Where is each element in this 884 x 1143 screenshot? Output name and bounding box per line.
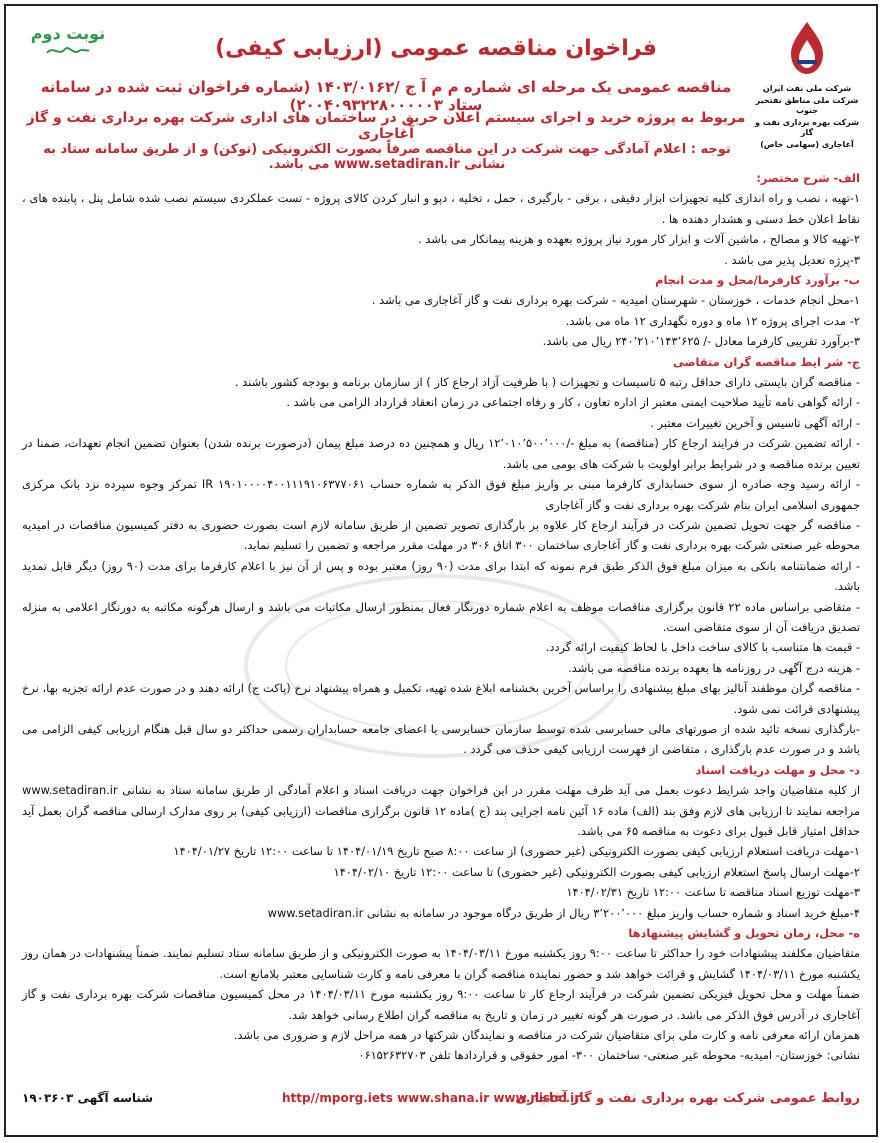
- page-title: فراخوان مناقصه عمومی (ارزیابی کیفی): [215, 36, 657, 61]
- list-item: - ارائه تضمین شرکت در فرایند ارجاع کار (مناقصه) به مبلغ -/۱۲٬۰۱۰٬۵۰۰٬۰۰۰ ریال و همچنین ده درصد مبلغ پیمان (درصورت برنده شدن) بعنوان تضمین انجام تعهدات، ضمنا در تعیین برنده مناقصه و در شرایط برابر اولویت با شرکت های بومی می باشد.: [22, 436, 860, 471]
- section-a-heading: الف- شرح مختصر:: [756, 171, 860, 185]
- advertisement-frame: [4, 4, 878, 1137]
- list-item: ۳-برآورد تقریبی کارفرما معادل -/ ۲۴۰٬۲۱۰٬۱۴۳٬۶۲۵ ریال می باشد.: [542, 334, 860, 349]
- company-logo: [752, 18, 862, 150]
- ad-identifier: شناسه آگهی ۱۹۰۳۶۰۳: [22, 1091, 154, 1105]
- public-relations-label: روابط عمومی شرکت بهره برداری نفت و گاز آغاجاری: [515, 1091, 860, 1106]
- paragraph: همزمان ارائه معرفی نامه و کارت ملی برای متقاضیان شرکت در مناقصه و نمایندگان شرکتها در همه مراحل لازم و ضروری می باشد.: [233, 1028, 860, 1043]
- list-item: - هزینه درج آگهی در روزنامه ها بعهده برنده مناقصه می باشد.: [568, 660, 860, 675]
- list-item: - ارائه رسید وجه صادره از سوی حسابداری کارفرما مبنی بر واریز مبلغ فوق الذکر به شماره حساب IR ۱۹۰۱۰۰۰۰۴۰۰۱۱۱۹۱۰۶۳۷۷۰۶۱ تمرکز وجوه سپرده نزد بانک مرکزی جمهوری اسلامی ایران بنام شرکت بهره برداری نفت و گاز آغاجاری: [22, 477, 860, 512]
- logo-line-4: آغاجاری (سهامی خاص): [760, 140, 854, 149]
- logo-line-2: شرکت ملی مناطق نفتخیز جنوب: [755, 96, 859, 115]
- signature-icon: [43, 43, 93, 59]
- section-b-heading: ب- برآورد کارفرما/محل و مدت انجام: [655, 273, 860, 288]
- section-e-heading: ه- محل، زمان تحویل و گشایش پیشنهادها: [628, 926, 860, 941]
- section-d-heading: د- محل و مهلت دریافت اسناد: [695, 762, 860, 777]
- list-item: ۲- مدت اجرای پروژه ۱۲ ماه و دوره نگهداری ۱۲ ماه می باشد.: [565, 313, 860, 328]
- project-description: مربوط به پروژه خرید و اجرای سیستم اعلان حریق در ساختمان های اداری شرکت بهره برداری نفت و گاز آغاجاری: [26, 110, 746, 142]
- list-item: - متقاضی براساس ماده ۲۲ قانون برگزاری مناقصات موظف به اعلام شماره دورنگار فعال بمنظور ارسال مکاتبات می باشد و ارسال هرگونه مکاتبه به دورنگار اعلامی به منزله تصدیق دریافت آن از سوی متقاضی است.: [22, 599, 860, 634]
- list-item: ۲-تهیه کالا و مصالح ، ماشین آلات و ابزار کار مورد نیاز پروژه بعهده و هزینه پیمانکار می باشد .: [417, 232, 860, 247]
- list-item: - ارائه ضمانتنامه بانکی به میزان مبلغ فوق الذکر طبق فرم نمونه که ابتدا برای مدت (۹۰ روز) معتبر بوده و پس از آن نیز با اعلام کارفرما برای مدت (۹۰ روز) دیگر قابل تمدید باشد.: [22, 558, 861, 594]
- paragraph: ضمناً مهلت و محل تحویل فیزیکی تضمین شرکت در فرآیند ارجاع کار تا ساعت ۹:۰۰ روز یکشنبه مورخ ۱۴۰۴/۰۳/۱۱ در محل کمیسیون مناقصات شرکت بهره برداری نفت و گاز آغاجاری در آدرس فوق الذکر می باشد. در صورت هر گونه تغییر در زمان و تاریخ به مناقصه گران اطلاع رسانی خواهد شد.: [22, 987, 860, 1022]
- flame-logo-icon: [777, 18, 837, 78]
- section-c-heading: ج- شر ایط مناقصه گران متقاضی: [672, 354, 860, 369]
- list-item: - قیمت ها متناسب با کالای ساخت داخل با لحاظ کیفیت ارائه گردد.: [545, 640, 860, 655]
- list-item: ۱-محل انجام خدمات ، خوزستان - شهرستان امیدیه - شرکت بهره برداری نفت و گاز آغاجاری می باشد .: [371, 293, 860, 308]
- notice-line: توجه : اعلام آمادگی جهت شرکت در این مناقصه صرفاً بصورت الکترونیکی (توکن) و از طریق سامانه ستاد به نشانی www.setadiran.ir می باشد.: [43, 142, 731, 172]
- logo-line-3: شرکت بهره برداری نفت و گاز: [754, 118, 860, 137]
- badge-label: نوبت دوم: [30, 24, 106, 43]
- list-item: ۲-مهلت ارسال پاسخ استعلام ارزیابی کیفی بصورت الکترونیکی (غیر حضوری) تا ساعت ۱۲:۰۰ تاریخ ۱۴۰۴/۰۲/۱۰: [333, 864, 860, 879]
- header: [6, 6, 876, 176]
- address-line: نشانی: خوزستان- امیدیه- محوطه غیر صنعتی- ساختمان ۳۰۰- امور حقوقی و قراردادها تلفن ۰۶۱۵۲۶۳۲۷۰۳: [358, 1048, 860, 1063]
- list-item: ۱-مهلت دریافت استعلام ارزیابی کیفی بصورت الکترونیکی (غیر حضوری) از ساعت ۸:۰۰ صبح تاریخ ۱۴۰۴/۰۱/۱۹ تا ساعت ۱۲:۰۰ تاریخ ۱۴۰۴/۰۱/۲۷: [173, 844, 860, 859]
- tender-number: مناقصه عمومی یک مرحله ای شماره م م آ ج /۱۴۰۳/۰۱۶۲ (شماره فراخوان ثبت شده در سامانه ستاد ۲۰۰۴۰۹۳۲۲۸۰۰۰۰۰۳): [40, 78, 732, 114]
- footer: [22, 1091, 860, 1115]
- list-item: - ارائه گواهی نامه تأیید صلاحیت ایمنی معتبر از اداره تعاون ، کار و رفاه اجتماعی در زمان انعقاد قرارداد الزامی می باشد .: [286, 395, 860, 410]
- list-item: ۳-پرژه تعدیل پذیر می باشد .: [724, 252, 860, 267]
- list-item: - مناقصه گران موظفند آنالیز بهای مبلغ پیشنهادی را براساس آخرین بخشنامه ابلاغ شده تهیه، تکمیل و همراه پیشنهاد نرخ (پاکت ج) ارائه دهند و در صورت عدم ارائه تجزیه بها، نرخ پیشنهادی قرائت نمی شود.: [22, 681, 860, 716]
- list-item: - مناقصه گر جهت تحویل تضمین شرکت در فرآیند ارجاع کار علاوه بر بارگذاری تصویر تضمین از طریق سامانه لازم است بصورت حضوری به دفتر کمیسیون مناقصات در امیدیه محوطه غیر صنعتی شرکت بهره برداری نفت و گاز آغاجاری ساختمان ۳۰۰ اتاق ۳۰۶ در مهلت مقرر مراجعه و تضمین را تسلیم نماید.: [22, 517, 860, 553]
- paragraph: متقاضیان مکلفند پیشنهادات خود را حداکثر تا ساعت ۹:۰۰ روز یکشنبه مورخ ۱۴۰۴/۰۳/۱۱ به صورت الکترونیکی و از طریق سامانه ستاد تسلیم نمایند. ضمناً پیشنهادات در همان روز یکشنبه مورخ ۱۴۰۴/۰۳/۱۱ گشایش و قرائت خواهد شد و حضور نماینده مناقصه گران با معرفی نامه و کارت شناسایی معتبر بلامانع است.: [22, 946, 860, 981]
- paragraph: از کلیه متقاضیان واجد شرایط دعوت بعمل می آید ظرف مهلت مقرر در این فراخوان جهت دریافت اسناد و اعلام آمادگی از طریق سامانه ستاد به نشانی www.setadiran.ir مراجعه نمایند تا ارزیابی های لازم وفق بند (الف) ماده ۱۶ آئین نامه اجرایی بند (ج )ماده ۱۲ قانون برگزاری مناقصات (ارزیابی کیفی) بر روی مدارک ارسالی مناقصه گران بعمل آید حداقل امتیاز قابل قبول برای دعوت به مناقصه ۶۵ می باشد.: [22, 783, 860, 838]
- list-item: - ارائه آگهی تاسیس و آخرین تغییرات معتبر .: [650, 415, 860, 430]
- body-text: [22, 168, 860, 1066]
- list-item: ۴-مبلغ خرید اسناد و شماره حساب واریز مبلغ ۳٬۲۰۰٬۰۰۰ ریال از طریق درگاه موجود در سامانه به نشانی www.setadiran.ir: [267, 905, 860, 920]
- website-links[interactable]: http//mporg.iets www.shana.ir www.nisoc.ir: [282, 1091, 581, 1105]
- list-item: -بارگذاری نسخه تائید شده از صورتهای مالی حسابرسی شده توسط سازمان حسابرسی یا اعضای جامعه حسابداران رسمی حداکثر دو سال قبل هنگام ارزیابی کیفی الزامی می باشد و در صورت عدم بارگذاری ، متقاضی از فهرست ارزیابی کیفی حذف می گردد .: [22, 721, 860, 757]
- logo-line-1: شرکت ملی نفت ایران: [762, 84, 852, 93]
- second-round-badge: [28, 24, 108, 63]
- list-item: - مناقصه گران بایستی دارای حداقل رتبه ۵ تاسیسات و تجهیزات ( با ظرفیت آزاد ارجاع کار ) از سازمان برنامه و بودجه کشور باشند .: [234, 375, 860, 390]
- list-item: ۱-تهیه ، نصب و راه اندازی کلیه تجهیزات ابزار دقیقی ، برقی - بارگیری ، حمل ، تخلیه ، دپو و انبار کردن کالای پروژه - تست عملکردی سیستم نصب شده شامل پنل ، پابنده های ، نقاط اعلان خط دستی و هشدار دهنده ها .: [22, 191, 860, 226]
- list-item: ۳-مهلت توزیع اسناد مناقصه تا ساعت ۱۲:۰۰ تاریخ ۱۴۰۴/۰۲/۳۱: [566, 885, 860, 900]
